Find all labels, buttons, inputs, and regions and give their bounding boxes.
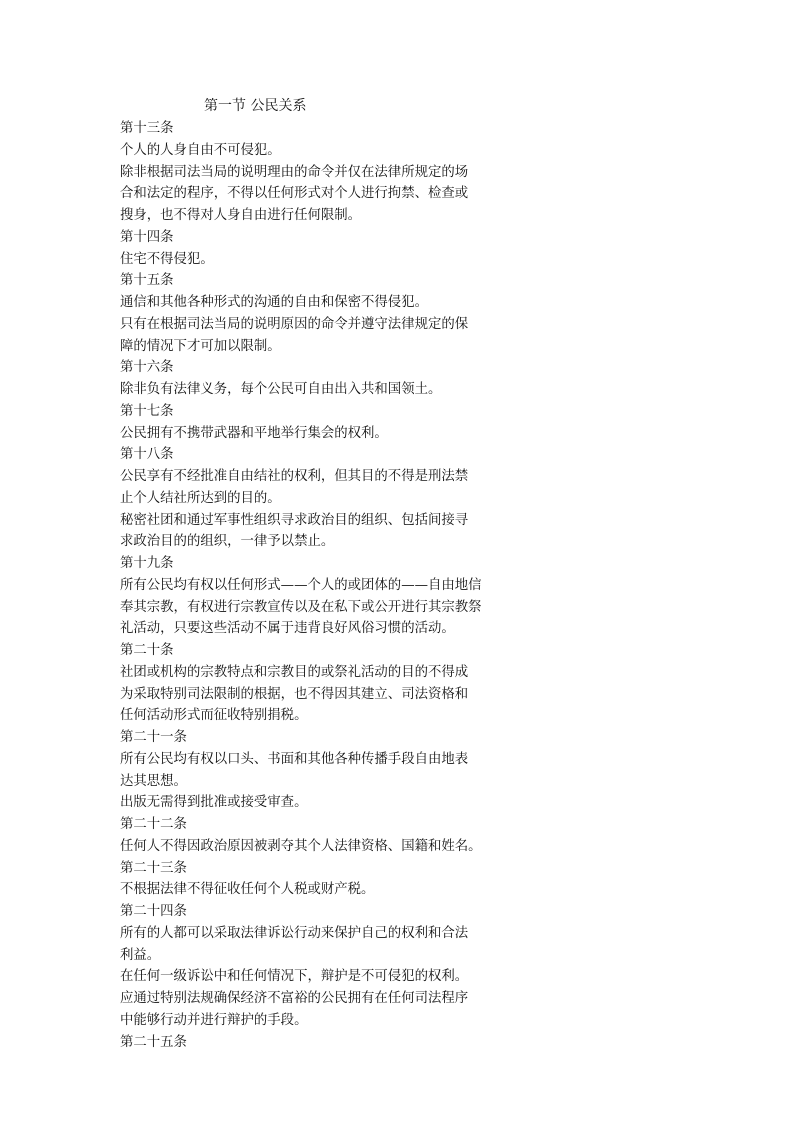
text-line: 第二十二条 bbox=[120, 817, 187, 832]
text-line: 障的情况下才可加以限制。 bbox=[120, 338, 281, 354]
text-line: 礼活动，只要这些活动不属于违背良好风俗习惯的活动。 bbox=[120, 621, 455, 637]
text-line: 奉其宗教，有权进行宗教宣传以及在私下或公开进行其宗教祭 bbox=[120, 599, 482, 615]
text-line: 第十七条 bbox=[120, 403, 174, 419]
text-line: 第十九条 bbox=[120, 556, 174, 571]
text-line: 所有公民均有权以口头、书面和其他各种传播手段自由地表 bbox=[120, 751, 469, 767]
text-line: 第二十一条 bbox=[120, 730, 187, 745]
text-line: 只有在根据司法当局的说明原因的命令并遵守法律规定的保 bbox=[120, 316, 469, 332]
text-line: 应通过特别法规确保经济不富裕的公民拥有在任何司法程序 bbox=[120, 991, 469, 1006]
text-line: 社团或机构的宗教特点和宗教目的或祭礼活动的目的不得成 bbox=[120, 664, 469, 680]
text-line: 通信和其他各种形式的沟通的自由和保密不得侵犯。 bbox=[120, 295, 428, 310]
text-line: 个人的人身自由不可侵犯。 bbox=[120, 142, 281, 158]
text-line: 所有的人都可以采取法律诉讼行动来保护自己的权利和合法 bbox=[120, 925, 469, 941]
text-line: 除非负有法律义务，每个公民可自由出入共和国领土。 bbox=[120, 382, 442, 397]
section-title: 第一节 公民关系 bbox=[204, 98, 307, 114]
text-line: 第二十三条 bbox=[120, 860, 187, 876]
text-line: 第十四条 bbox=[120, 229, 174, 245]
text-line: 第十五条 bbox=[120, 273, 174, 289]
text-line: 在任何一级诉讼中和任何情况下，辩护是不可侵犯的权利。 bbox=[120, 969, 469, 985]
text-line: 出版无需得到批准或接受审查。 bbox=[120, 795, 308, 811]
text-line: 止个人结社所达到的目的。 bbox=[120, 490, 281, 506]
text-line: 利益。 bbox=[120, 947, 161, 963]
text-line: 搜身，也不得对人身自由进行任何限制。 bbox=[120, 208, 362, 223]
text-line: 所有公民均有权以任何形式——个人的或团体的——自由地信 bbox=[120, 577, 482, 593]
text-line: 第二十四条 bbox=[120, 904, 187, 919]
text-line: 合和法定的程序，不得以任何形式对个人进行拘禁、检查或 bbox=[120, 186, 469, 202]
text-line: 任何人不得因政治原因被剥夺其个人法律资格、国籍和姓名。 bbox=[120, 838, 482, 854]
text-line: 公民拥有不携带武器和平地举行集会的权利。 bbox=[120, 425, 388, 441]
text-line: 为采取特别司法限制的根据，也不得因其建立、司法资格和 bbox=[120, 686, 469, 702]
text-line: 第二十条 bbox=[120, 643, 174, 658]
text-line: 第二十五条 bbox=[120, 1034, 187, 1050]
text-line: 求政治目的的组织，一律予以禁止。 bbox=[120, 534, 335, 550]
text-line: 第十八条 bbox=[120, 447, 174, 463]
body-text bbox=[120, 118, 500, 1053]
text-line: 不根据法律不得征收任何个人税或财产税。 bbox=[120, 882, 375, 898]
text-line: 中能够行动并进行辩护的手段。 bbox=[120, 1012, 308, 1028]
text-line: 达其思想。 bbox=[120, 773, 187, 789]
text-line: 秘密社团和通过军事性组织寻求政治目的组织、包括间接寻 bbox=[120, 512, 469, 528]
text-line: 第十六条 bbox=[120, 360, 174, 376]
text-line: 住宅不得侵犯。 bbox=[120, 251, 214, 267]
text-line: 任何活动形式而征收特别捐税。 bbox=[120, 708, 308, 724]
text-line: 第十三条 bbox=[120, 121, 174, 136]
text-line: 除非根据司法当局的说明理由的命令并仅在法律所规定的场 bbox=[120, 164, 469, 180]
text-line: 公民享有不经批准自由结社的权利，但其目的不得是刑法禁 bbox=[120, 469, 469, 484]
